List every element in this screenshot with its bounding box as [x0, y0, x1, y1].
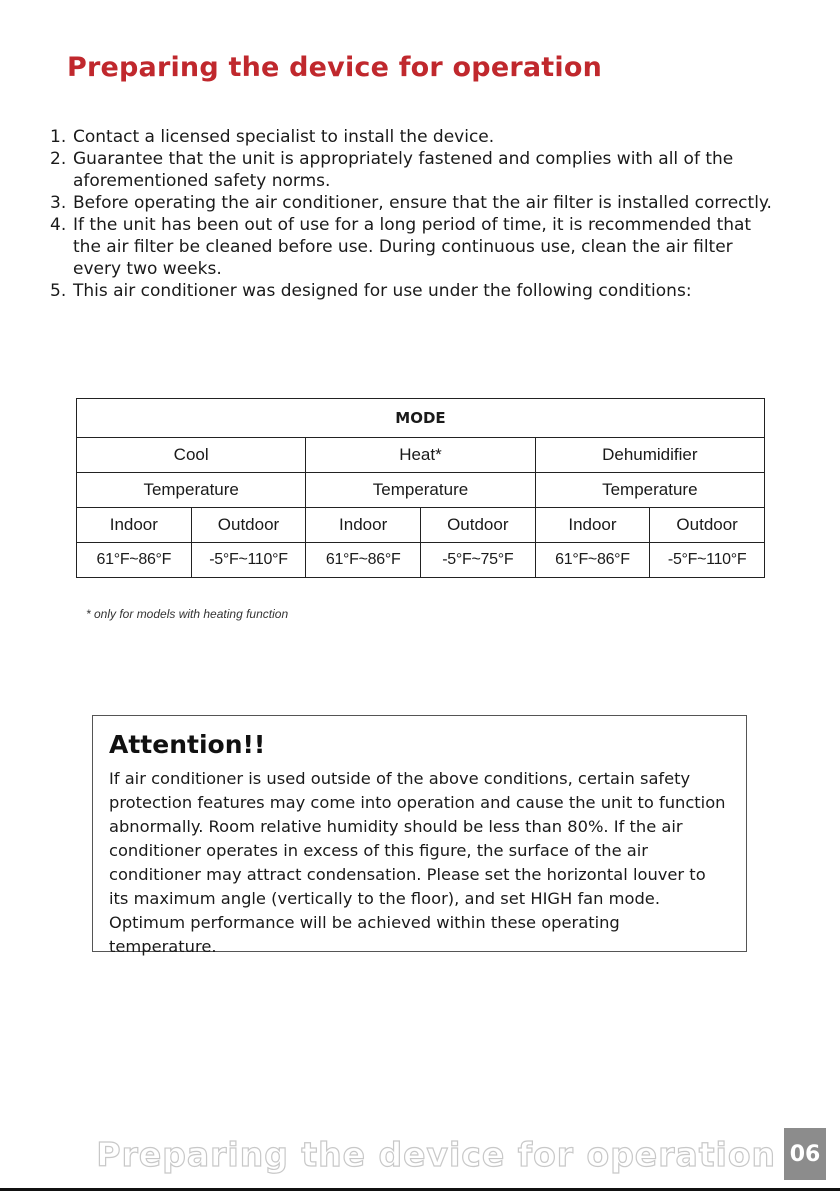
range-value: 61°F~86°F: [535, 543, 650, 578]
step-number: 3.: [50, 193, 67, 213]
step-number: 1.: [50, 127, 67, 147]
temperature-label: Temperature: [535, 473, 764, 508]
step-item: [50, 192, 780, 214]
column-label: Indoor: [535, 508, 650, 543]
column-label: Outdoor: [191, 508, 306, 543]
table-footnote: * only for models with heating function: [86, 607, 289, 621]
mode-heat: Heat*: [306, 438, 535, 473]
table-row: [77, 438, 765, 473]
operating-conditions-table: [76, 398, 765, 578]
temperature-label: Temperature: [306, 473, 535, 508]
column-label: Indoor: [306, 508, 421, 543]
column-label: Outdoor: [650, 508, 765, 543]
step-text: Guarantee that the unit is appropriately fastened and complies with all of the aforementioned safety norms.: [73, 149, 734, 191]
step-item: [50, 148, 780, 192]
footer-title: Preparing the device for operation: [96, 1134, 776, 1174]
temperature-label: Temperature: [77, 473, 306, 508]
column-label: Indoor: [77, 508, 192, 543]
mode-header: MODE: [77, 399, 765, 438]
step-item: [50, 280, 780, 302]
attention-title: Attention!!: [109, 730, 266, 759]
attention-box: [92, 715, 747, 956]
range-value: 61°F~86°F: [77, 543, 192, 578]
page-number: 06: [784, 1128, 826, 1180]
step-number: 2.: [50, 149, 67, 169]
table-row: [77, 508, 765, 543]
table-header-row: [77, 399, 765, 438]
range-value: -5°F~75°F: [420, 543, 535, 578]
preparation-steps: [50, 126, 780, 302]
step-text: Before operating the air conditioner, ensure that the air filter is installed correctly.: [73, 193, 772, 213]
table-row: [77, 543, 765, 578]
page-title: Preparing the device for operation: [67, 52, 603, 83]
range-value: -5°F~110°F: [650, 543, 765, 578]
page-footer: [96, 1125, 826, 1183]
step-item: [50, 214, 780, 280]
table-row: [77, 473, 765, 508]
step-number: 5.: [50, 281, 67, 301]
column-label: Outdoor: [420, 508, 535, 543]
range-value: -5°F~110°F: [191, 543, 306, 578]
mode-cool: Cool: [77, 438, 306, 473]
step-item: [50, 126, 780, 148]
step-number: 4.: [50, 215, 67, 235]
attention-body: If air conditioner is used outside of the above conditions, certain safety protection features may come into operation and cause the unit to function abnormally. Room relative humidity should be less than 80%. If the air conditioner operates in excess of this figure, the surface of the air conditioner may attract condensation. Please set the horizontal louver to its maximum angle (vertically to the floor), and set HIGH fan mode. Optimum performance will be achieved within these operating temperature.: [109, 769, 726, 956]
range-value: 61°F~86°F: [306, 543, 421, 578]
step-text: If the unit has been out of use for a long period of time, it is recommended that the air filter be cleaned before use. During continuous use, clean the air filter every two weeks.: [73, 215, 752, 279]
step-text: This air conditioner was designed for use under the following conditions:: [73, 281, 692, 301]
step-text: Contact a licensed specialist to install the device.: [73, 127, 495, 147]
mode-dehumidifier: Dehumidifier: [535, 438, 764, 473]
